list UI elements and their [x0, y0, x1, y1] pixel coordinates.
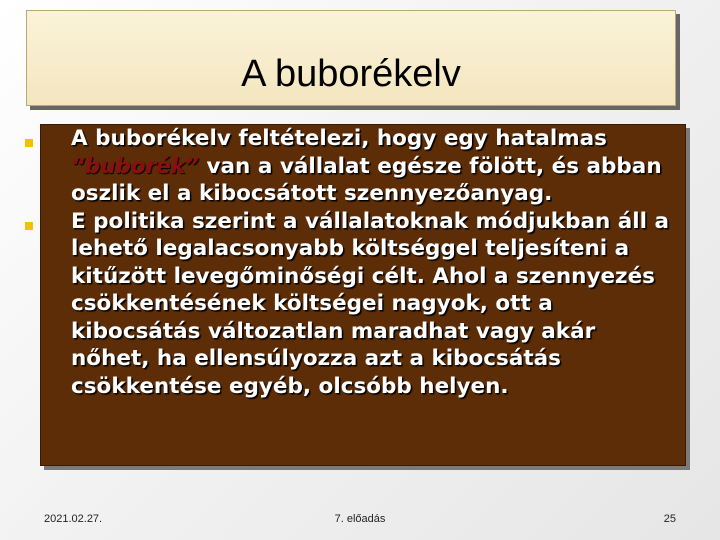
bullet-text-part: A buborékelv feltételezi, hogy egy hatalmas	[71, 126, 607, 151]
content-box	[40, 124, 686, 466]
bullet-text-part: E politika szerint a vállalatoknak módjukban áll a lehető legalacsonyabb költséggel teljesíteni a kitűzött levegőminőségi célt. Ahol a szennyezés csökkentésének költségei nagyok, ott a kibocsátás változatlan maradhat vagy akár nőhet, ha ellensúlyozza azt a kibocsátás csökkentése egyéb, olcsóbb helyen.	[71, 208, 670, 399]
title-box	[26, 10, 676, 106]
bullet-item	[55, 125, 677, 208]
page-number: 25	[663, 513, 676, 525]
bullet-item	[55, 208, 677, 401]
bullet-emphasis-text: “buborék”	[71, 153, 200, 179]
slide-title: A buborékelv	[241, 53, 461, 95]
bullet-text	[71, 208, 677, 401]
bullet-list	[55, 125, 677, 400]
footer-center-text: 7. előadás	[334, 513, 386, 525]
bullet-text-part: van a vállalat egésze fölött, és abban oszlik el a kibocsátott szennyezőanyag.	[71, 153, 662, 206]
footer-date: 2021.02.27.	[44, 513, 103, 525]
square-bullet-icon	[25, 222, 33, 230]
square-bullet-icon	[25, 139, 33, 147]
bullet-text	[71, 125, 677, 208]
